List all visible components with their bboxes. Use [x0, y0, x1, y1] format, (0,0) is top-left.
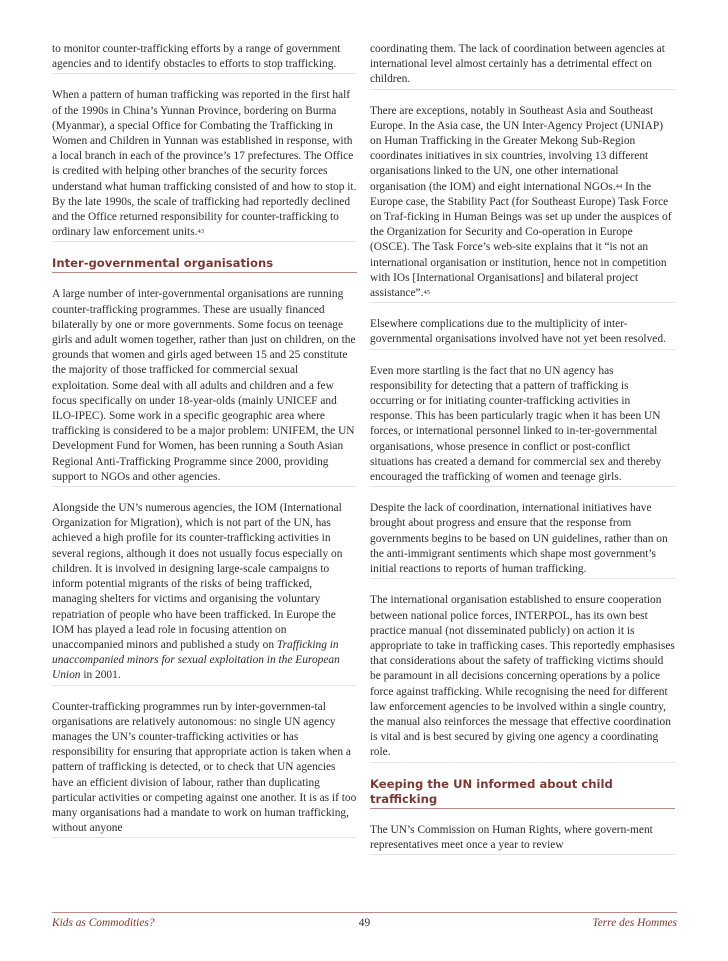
footnote-ref: 43 — [197, 228, 204, 236]
paragraph: The UN’s Commission on Human Rights, where govern-ment representatives meet once a year to review — [370, 823, 675, 855]
left-column — [52, 42, 357, 852]
footnote-ref: 44 — [615, 182, 623, 190]
publisher-name: Terre des Hommes — [592, 917, 677, 929]
right-column — [370, 42, 675, 869]
paragraph-text: When a pattern of human trafficking was reported in the first half of the 1990s in China’s Yunnan Province, bordering on Burma (Myanmar), a special Office for Combating the Trafficking in Women and Children in Yunnan was established in response, with a local branch in each of the province’s 17 prefectures. The Office is credited with helping other branches of the security forces understand what human trafficking consisted of and how to stop it. By the late 1990s, the scale of trafficking had reportedly declined and the Office returned responsibility for counter-trafficking to ordinary law enforcement units. — [52, 89, 357, 239]
study-title: Trafficking in unaccompanied minors for sexual exploitation in the European Union — [52, 638, 340, 682]
paragraph-text: There are exceptions, notably in Southeast Asia and Southeast Europe. In the Asia case, the UN Inter-Agency Project (UNIAP) on Human Trafficking in the Greater Mekong Sub-Region coordinates initiatives in six countries, involving 13 different organisations linked to the UN, one other international organisation (the IOM) and eight international NGOs. — [370, 104, 663, 193]
section-heading: Inter-governmental organisations — [52, 256, 357, 273]
paragraph — [52, 88, 357, 242]
paragraph: Despite the lack of coordination, international initiatives have brought about progress and ensure that the response from governments begins to be based on UN guidelines, rather than on the anti-immigrant sentiments which shape most government’s initial reactions to reports of human trafficking. — [370, 501, 675, 579]
paragraph: A large number of inter-governmental organisations are running counter-trafficking programmes. These are usually financed bilaterally by one or more governments. Some focus on teenage girls and adult women together, rather than just on children, on the grounds that women and girls aged between 15 and 25 constitute the majority of those trafficked for commercial sexual exploitation. Some deal with all adults and children and a few focus specifically on under 18-year-olds (mainly UNICEF and ILO-IPEC). Some work in a specific geographic area where trafficking is considered to be a major problem: UNIFEM, the UN Development Fund for Women, has been running a South Asian Regional Anti-Trafficking Programme since 2000, providing support to NGOs and other agencies. — [52, 287, 357, 487]
paragraph-text: Alongside the UN’s numerous agencies, the IOM (International Organization for Migration), which is not part of the UN, has achieved a high profile for its counter-trafficking activities in several regions, although it does not usually focus especially on children. It is involved in designing large-scale campaigns to inform potential migrants of the risks of being trafficked, managing shelters for victims and organising the voluntary repatriation of people who have been trafficked. In Europe the IOM has played a lead role in focusing attention on unaccompanied minors and published a study on — [52, 502, 343, 651]
paragraph-text: in 2001. — [80, 669, 121, 682]
section-heading: Keeping the UN informed about child trafficking — [370, 777, 675, 809]
paragraph: Counter-trafficking programmes run by inter-governmen-tal organisations are relatively autonomous: no single UN agency manages the UN’s counter-trafficking activities or has responsibility for ensuring that appropriate action is taken when a pattern of trafficking is detected, or to check that UN agencies have an efficient division of labour, rather than duplicating particular activities or competing against one another. It is as if too many organisations had a mandate to work on human trafficking, without anyone — [52, 700, 357, 839]
page-number: 49 — [358, 917, 371, 929]
paragraph — [370, 104, 675, 304]
paragraph-text: In the Europe case, the Stability Pact (for Southeast Europe) Task Force on Traf-ficking in Human Beings was set up under the auspices of the Organization for Security and Co-operation in Europe (OSCE). The Task Force’s web-site explains that it “is not an international organisation or institution, hence not in competition with IOs [International Organisations] and bilateral project assistance”. — [370, 180, 672, 300]
paragraph: The international organisation established to ensure cooperation between national police forces, INTERPOL, has its own best practice manual (not disseminated publicly) on action it is appropriate to take in trafficking cases. This reportedly emphasises that considerations about the safety of trafficking victims should be paramount in all decisions concerning operations by a police force against trafficking. While recognising the need for different law enforcement agencies to be involved within a single country, the manual also reinforces the message that effective coordination is vital and is best secured by giving one agency a coordinating role. — [370, 593, 675, 762]
paragraph: coordinating them. The lack of coordination between agencies at international level almost certainly has a detrimental effect on children. — [370, 42, 675, 90]
paragraph: Elsewhere complications due to the multiplicity of inter-governmental organisations involved have not yet been resolved. — [370, 317, 675, 349]
paragraph — [52, 501, 357, 685]
paragraph: Even more startling is the fact that no UN agency has responsibility for detecting that a pattern of trafficking is occurring or for initiating counter-trafficking activities in response. This has been particularly tragic when it has been UN forces, or international personnel linked to in-ter-governmental organisations, whose presence in conflict or post-conflict situations has created a demand for commercial sex and thereby encouraged the trafficking of women and teenage girls. — [370, 364, 675, 488]
publication-title: Kids as Commodities? — [52, 917, 155, 929]
footnote-ref: 45 — [423, 289, 430, 297]
paragraph: to monitor counter-trafficking efforts by a range of government agencies and to identify obstacles to efforts to stop trafficking. — [52, 42, 357, 74]
page-footer — [52, 912, 677, 933]
